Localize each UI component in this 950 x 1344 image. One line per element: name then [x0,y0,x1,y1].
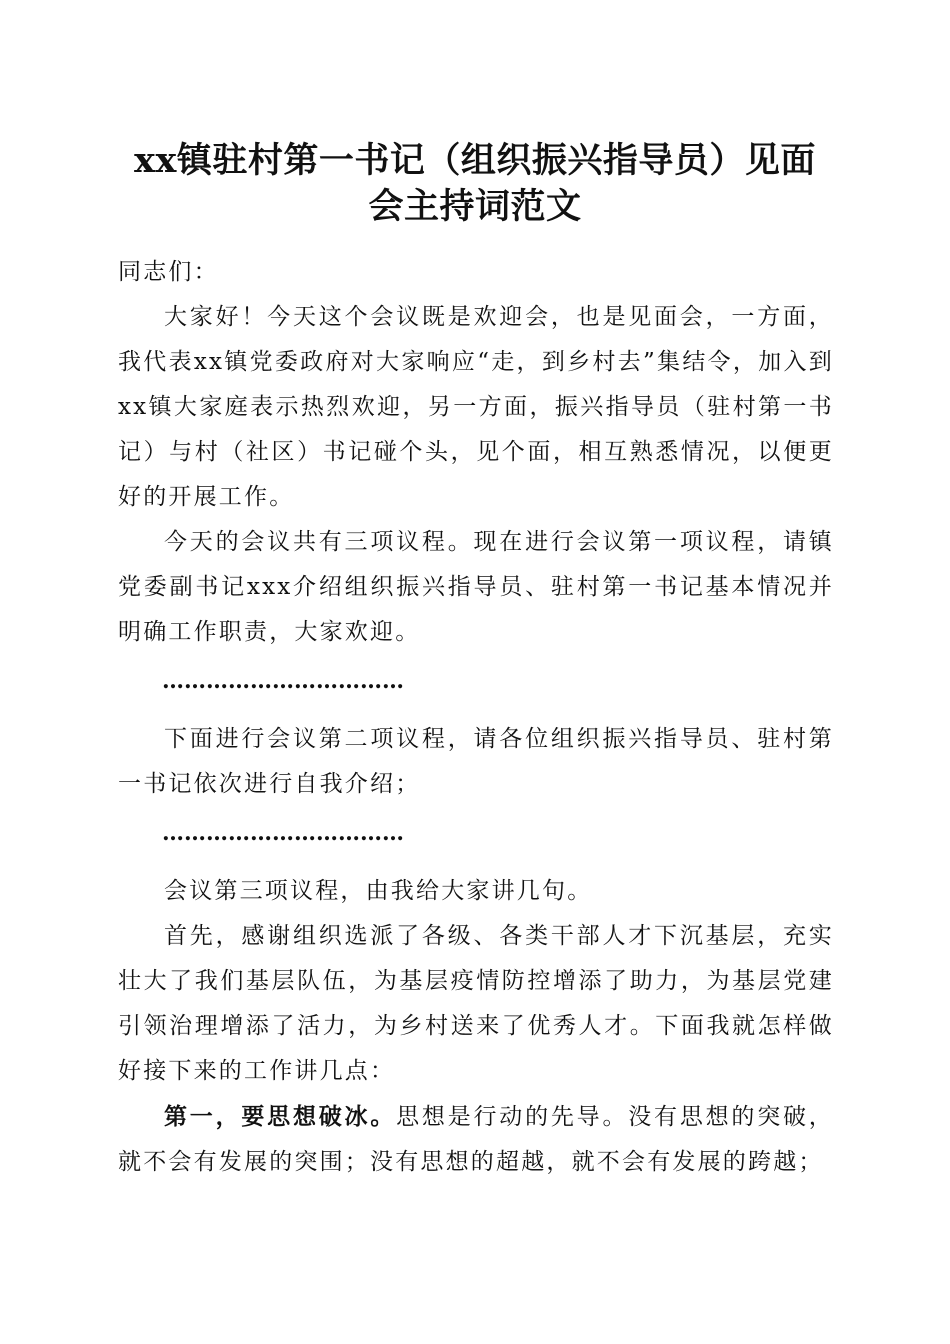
point-1-heading: 第一，要思想破冰。 [164,1103,397,1130]
paragraph-agenda-item-3: 会议第三项议程，由我给大家讲几句。 [164,878,593,904]
salutation: 同志们： [118,259,219,285]
paragraph-thanks: 首先，感谢组织选派了各级、各类干部人才下沉基层，充实壮大了我们基层队伍，为基层疫情防控增添了助力，为基层党建引领治理增添了活力，为乡村送来了优秀人才。下面我就怎样做好接下来的工作讲几点： [118,923,834,1084]
paragraph-point-1 [118,1094,834,1185]
document-title-line-1: xx镇驻村第一书记（组织振兴指导员）见面 [134,140,816,181]
paragraph-welcome: 大家好！今天这个会议既是欢迎会，也是见面会，一方面，我代表xx镇党委政府对大家响应“走，到乡村去”集结令，加入到xx镇大家庭表示热烈欢迎，另一方面，振兴指导员（驻村第一书记）与村（社区）书记碰个头，见个面，相互熟悉情况，以便更好的开展工作。 [118,304,834,510]
paragraph-agenda-item-2: 下面进行会议第二项议程，请各位组织振兴指导员、驻村第一书记依次进行自我介绍； [118,726,834,797]
point-1-text: 思想是行动的先导。没有思想的突破，就不会有发展的突围；没有思想的超越，就不会有发展的跨越； [118,1104,834,1175]
document-title-line-2: 会主持词范文 [368,186,582,227]
ellipsis-separator-1: …………………………… [162,668,404,694]
ellipsis-separator-2: …………………………… [162,820,404,846]
document-body [118,250,834,1185]
paragraph-agenda-item-1: 今天的会议共有三项议程。现在进行会议第一项议程，请镇党委副书记xxx介绍组织振兴指导员、驻村第一书记基本情况并明确工作职责，大家欢迎。 [118,529,834,645]
